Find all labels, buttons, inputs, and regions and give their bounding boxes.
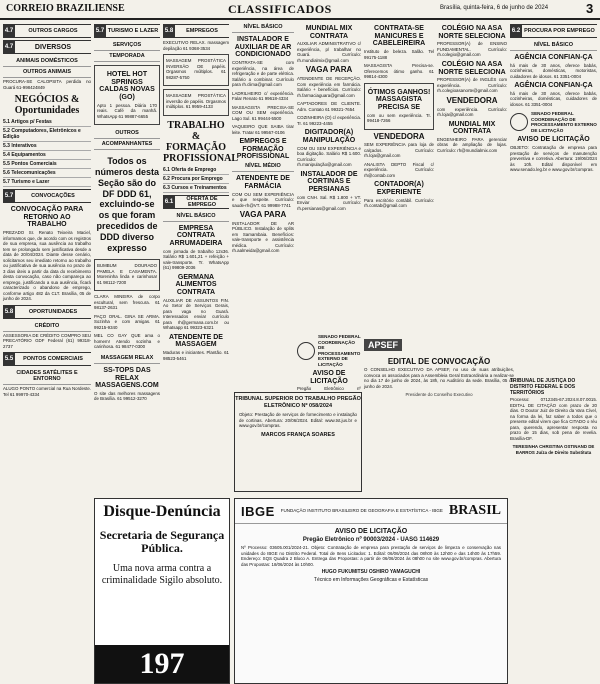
classified-ad: EXECUTIVO RELAX. massagem depilação 61 9368-3534 [163,40,229,51]
institution-name: FUNDAÇÃO INSTITUTO BRASILEIRO DE GEOGRAFIA E ESTATÍSTICA - IBGE [280,508,443,514]
index-item: 5.4 Equipamentos [3,151,91,160]
section-heading: TRABALHO & FORMAÇÃO PROFISSIONAL [163,119,239,164]
category-header: 4.7 OUTROS CARGOS [3,24,91,38]
ad-text: AUXILIAR ADMINISTRATIVO c/ experiência, p/ trabalhar no Guará. Currículo: rh.mundialmix@gmail.com [297,41,361,63]
ad-text: COM OU SEM EXPERIÊNCIA e que respeite. Currículo: saude-rh@VT. 61 99988-7741 [232,191,294,208]
column-5 [297,22,361,327]
index-list [163,166,229,193]
category-header: 6.1 OFERTA DE EMPREGO [163,195,229,209]
column-2 [94,22,160,422]
notice-text: O CONSELHO EXECUTIVO DA APSEF, no uso de suas atribuições, convoca os associados para a Assembleia Geral Extraordinária a realizar-se no dia 17 de junho de 2024, às 18h, no Auditório da sede. Brasília, 05 de junho de 2024. [364,367,514,389]
category-header: 5.8 EMPREGOS [163,24,229,38]
ad-title: HOTEL HOT SPRINGS CALDAS NOVAS (GO) [99,71,155,102]
ad-text: SEM EXPERIÊNCIA para loja de calçados. Currículo: rh.loja@gmail.com [364,142,434,159]
classified-ad: ALUGO PONTO comercial na Rua Nordeste. Tel 61 99970-4334 [3,386,91,397]
ad-text: Apto 1 pessoa. Diária 170 reais. Café da manhã. WhatsApp 61 99887-6655 [97,102,157,119]
classified-ad: ANALISTA DEPTO Fiscal c/ experiência. Currículo: rh@contab.com [364,161,434,178]
paper-name: CORREIO BRAZILIENSE [6,3,125,14]
ad-title: VAGA PARA [239,210,287,219]
ad-text: PROFESSOR(A) de ENSINO FUNDAMENTAL. Currículo: rh.colegio@gmail.com [437,41,507,58]
notice-signature: MARCOS FRANÇA SOARES [261,431,335,438]
ad-title: MUNDIAL MIX CONTRATA [305,25,353,40]
phone-number: 197 [95,645,229,683]
notice-signature: HUGO FUKUMITSU OSHIRO YAMAGUCHI [321,569,421,575]
notice-subtitle: Pregão Eletrônico nº [297,386,361,392]
ad-slogan: Uma nova arma contra a criminalidade Sigilo absoluto. [101,563,223,586]
ad-text: Instituto de beleza. Salão. Tel 99175-1188 [364,49,434,60]
ad-title: VAGA PARA [305,65,353,75]
notice-title: AVISO DE LICITAÇÃO [517,136,590,144]
column-4 [232,22,294,422]
ad-title: MUNDIAL MIX CONTRATA [448,120,496,136]
index-item: 5.3 Interativos [3,142,91,151]
subcategory: OUTROS ANIMAIS [3,67,91,78]
seal-icon [510,113,528,131]
classified-ad: CAPTADORES DE CLIENTE. Adm. Contato 61 99321-7654 [297,101,361,112]
subcategory: SERVIÇOS [94,40,160,51]
classified-ad: PROCURA-SE CALOPSITA perdida no Guará 61-998424849 [3,79,91,90]
ad-text: com experiência. Currículo: rh.loja@gmail.com [437,106,507,118]
classified-ad: BUMBUM DOURADO PAMELA E CASAMENTA. Moreninha linda e carinhosa! 61 98112-7200 [94,259,160,291]
notice-text: OBJETO: Contratação de empresa para prestação de serviços de manutenção preventiva e corretiva. Abertura: 19/06/2024 às 10h. Edital disponível em www.senado.leg.br e www.gov.br/compras. [510,145,597,173]
disque-denuncia-ad [94,498,230,684]
classified-ad: PAÇO ORAL. GINA SE ARMA. Sozinha e com amigas. 61 99215-9340 [94,313,160,330]
index-item: 5.1 Artigos p/ Festas [3,118,91,127]
classified-ad: ASSESSORIA DE CRÉDITO COMPRO SEU PRECATÓRIO GDF Federal (61) 99318-2737 [3,332,91,349]
classified-ad: COZINHEIRA (O) c/ experiência. Tr. 61 99223-4455 [297,115,361,126]
ibge-logo: IBGE [241,503,275,519]
notice-title: EDITAL DE CONVOCAÇÃO [387,357,491,366]
notice-signature: TERESINHA CHRISTINA OSTINAND DE BARROS Juíza de Direito Substituta [512,444,595,455]
section-heading: NEGÓCIOS & Oportunidades [14,94,80,116]
ad-text: com jornada de trabalho 12x36. Salário R$ 1.601,21 + refeição + vale-transporte. Tr. WhatsApp (61) 99809-2036 [163,248,229,271]
notice-text: Nº Processo: 03605.001/2024-21. Objeto: Contratação de empresa para prestação de serviços de limpeza e conservação nas unidades do IBGE no Distrito Federal. Total de Itens Licitados: 1. Edital: 06/06/2024 das 08h00 às 12h00 e das 14h00 às 17h59. Endereço: SQS Quadra 2 Bloco A. Entrega das Propostas: a partir de 06/06/2024 às 08h00 no site www.gov.br/compras. Abertura das Propostas: 18/06/2024 às 10h00. [241,545,501,567]
ad-text: há mais de 30 anos, oferece babás, cozinheiras, domésticas, motoristas, cuidadores de idosos. 61 3351-0004 [510,62,597,79]
ad-title: SS-TOPS DAS RELAX MASSAGENS.COM [95,366,159,390]
category-header: 6.2 PROCURA POR EMPREGO [510,24,597,38]
column-1 [3,22,91,582]
index-item: 6.1 Oferta de Emprego [163,166,229,175]
category-header: 4.7 DIVERSOS [3,40,91,54]
ad-text: PREZADO Sr. Renato Teixeira Maciel, informamos que, de acordo com os registros de sua empresa, sua ausência ao trabalho tem se prolongado sem justificativa desde a data de 20/04/2024. Diante desse cenário, solicitamos seu imediato retorno ao trabalho ou justificativa de sua ausência no prazo de 3 dias úteis a partir da data do recebimento desta convocação, caso não compareça ao emprego, justificando a sua ausência, ficará caracterizado o abandono de emprego, conforme artigo 482 da CLT. Brasília, 05 de junho de 2024. [3,230,91,302]
ad-title: COLÉGIO NA ASA NORTE SELECIONA [438,60,506,76]
column-3 [163,22,239,422]
classified-ad: VAQUEIRO QUE SAIBA tirar leite. Tratar 61 99567-0106 [232,124,294,135]
ad-title: ÓTIMOS GANHOS! MASSAGISTA PRECISA SE [367,88,431,111]
ad-text: CONTRATA-SE com experiência, na área de refrigeração e de parte elétrica. Salário a combinar. Currículo para rh.clima@gmail.com [232,60,294,88]
classified-ad: MASSAGEM PROSTÁTICA INVERSÃO DE papéis. Orgasmos múltiplos. 61 98287-5750 [163,54,229,86]
ad-title: COLÉGIO NA ASA NORTE SELECIONA [438,25,506,40]
ad-title: DIGITADOR(A) MANIPULAÇÃO [302,129,356,144]
ad-title: VENDEDORA [446,95,498,105]
page-number: 3 [586,1,594,16]
ad-title: GERMANA ALIMENTOS CONTRATA [175,273,217,296]
ad-text: Para escritório contábil. Currículo: rh.contab@gmail.com [364,197,434,209]
ad-title: INSTALADOR E AUXILIAR DE AR CONDICIONADO [234,36,292,59]
ad-title: INSTALADOR DE CORTINAS E PERSIANAS [300,170,358,193]
ad-title: ATENDENTE DE MASSAGEM [169,333,223,349]
category-header: 5.7 TURISMO E LAZER [94,24,160,38]
index-item: 6.3 Cursos e Treinamentos [163,184,229,193]
subcategory: MASSAGEM RELAX [94,353,160,364]
subcategory: NÍVEL BÁSICO [232,22,294,33]
ad-text: com CNH. Sal. R$ 1.800 + VT. Enviar currículo: rh.persianas@gmail.com [297,194,361,211]
notice-header: SENADO FEDERAL COORDENAÇÃO DE PROCESSAMENTO EXTERNO DE LICITAÇÃO [510,111,597,133]
ad-text: INSTALADOR DE AR PÚBLICO. Instalação de splits em Samambaia. Benefícios: vale-transporte e assistência médica. Currículo: rh.aalmeida@gmail.com [232,220,294,254]
classified-ad: MASSAGISTA PRECISA-SE COM OU SEM experiência. Lago Sul. 61 99444-5500 [232,104,294,121]
ad-text: ATENDENTE DE RECEPÇÃO. Com experiência em farmácia. Salário + benefícios. Currículo: rh.farmaciaguara@gmail.com [297,76,361,98]
apsef-notice [364,335,514,453]
notice-title: TRIBUNAL SUPERIOR DO TRABALHO PREGÃO ELETRÔNICO Nº 058/2024 [235,396,361,409]
ad-text: PROFESSOR(A) de INGLÊS com experiência. Currículo: rh.colegioasanorte@gmail.com [437,77,507,94]
ad-text: COM OU SEM EXPERIÊNCIA e boa digitação. Salário R$ 1.600. Currículo: rh.manipulação@gmail.com [297,145,361,168]
ad-text: ENGENHEIRO PARA gerenciar obras de ampliação de lojas. Currículo: rh@mundialmix.com [437,136,507,153]
tjdf-notice [510,378,597,678]
subcategory: CIDADES SATÉLITES E ENTORNO [3,368,91,385]
issue-date: Brasília, quinta-feira, 6 de junho de 2024 [440,5,549,11]
column-8 [510,22,597,327]
notice-signature-role: Técnico em Informações Geográficas e Estatísticas [313,577,429,583]
notice-text: Processo: 0712345-67.2024.8.07.0015. EDITAL DE CITAÇÃO com prazo de 20 dias. O Doutor Juiz de Direito da Vara Cível, na forma da lei, faz saber a todos que o presente edital virem que fica CITADO o réu para, querendo, apresentar resposta no prazo de 15 dias, sob pena de revelia. Brasília-DF. [510,397,597,441]
ad-title: EMPREGOS E FORMAÇÃO PROFISSIONAL [236,138,290,161]
notice-subtitle: Pregão Eletrônico nº 90003/2024 - UASG 114629 [302,537,440,543]
classified-ad [94,65,160,125]
brasil-logo: BRASIL [448,503,501,518]
ad-text: AUXILIAR DE ASSUNTOS FIN. Ao Setor de Serviços Gerais, para vaga no Guará. Interessados enviar currículo para rh@germana.com.br ou Whatsapp 61 99323-6321 [163,297,229,331]
section-title: CLASSIFICADOS [228,2,332,16]
subcategory: NÍVEL BÁSICO [510,40,597,51]
ad-title: CONVOCAÇÃO PARA RETORNO AO TRABALHO [10,206,84,229]
category-header: 5.7 CONVOCAÇÕES [3,189,91,203]
notice-title: AVISO DE LICITAÇÃO [334,528,408,535]
ad-text: O site das melhores massagens de Brasília. 61 99512-3270 [94,390,160,402]
index-item: 6.2 Procura por Emprego [163,175,229,184]
ad-title: ATENDENTE DE FARMÁCIA [236,175,290,190]
subcategory: TEMPORADA [94,51,160,62]
ad-text: há mais de 30 anos, oferece babás, cozinheiras, domésticas, cuidadores de idosos. 61 3351-0004 [510,90,597,107]
notice-title: TRIBUNAL DE JUSTIÇA DO DISTRITO FEDERAL E DOS TERRITÓRIOS [510,378,576,396]
classified-ad [364,83,434,130]
index-item: 5.2 Computadores, Eletrônicos e Edição [3,127,91,142]
category-header: 5.8 OPORTUNIDADES [3,305,91,319]
masthead [0,0,600,20]
classified-ad: LADRILHEIRO c/ experiência. Falar Renato 61 99618-4334 [232,90,294,102]
classified-ad: MASSAGEM PROSTÁTICA inversão de papéis. Orgasmos múltiplos. 61 9959-4133 [163,89,229,116]
subcategory: ANIMAIS DOMÉSTICOS [3,56,91,67]
classified-ad: MEL CO GAY QUE ama o homem! Atendo sozinha e carinhosa. 61 98477-0300 [94,333,160,350]
ad-title: CONTRATA-SE MANICURES E CABELEIREIRA [372,25,426,48]
ad-title: Disque-Denúncia [103,503,221,520]
ad-title: AGÊNCIA CONFIAN-ÇA [514,82,593,90]
ad-text: Maduras e iniciantes. Plantão. 61 98523-5461 [163,350,229,361]
seal-icon [297,342,315,360]
ad-text: com ou sem experiência. Tr. 99418-7266 [367,112,431,124]
section-notice: Todos os números desta Seção são do DF DDD 61, excluindo-se os que foram precedidos de DDD diverso expresso [94,156,160,253]
category-header: 5.5 PONTOS COMERCIAIS [3,352,91,366]
subcategory: NÍVEL BÁSICO [163,211,229,222]
column-6 [364,22,434,327]
ad-title: AGÊNCIA CONFIAN-ÇA [514,54,593,61]
ad-title: EMPRESA CONTRATA ARRUMADEIRA [169,224,223,247]
classified-ad: MASSAGISTA Precisa-se. Oferecemos ótimo ganho. 61 99814-4300 [364,63,434,80]
index-item: 5.6 Telecomunicações [3,169,91,178]
notice-text: Objeto: Prestação de serviços de fornecimento e instalação de cortinas. Abertura: 20/06/2024. Edital: www.tst.jus.br e www.gov.br/compras. [239,412,357,429]
index-list [3,118,91,187]
index-item: 5.5 Pontos Comerciais [3,160,91,169]
notice-title: AVISO DE LICITAÇÃO [310,370,348,385]
tst-notice [234,392,362,492]
apsef-logo: APSEF [364,339,402,351]
senado-notice: SENADO FEDERAL COORDENAÇÃO DE PROCESSAMENTO EXTERNO DE LICITAÇÃO AVISO DE LICITAÇÃO Pregão Eletrônico nº [297,330,361,390]
subcategory: CRÉDITO [3,321,91,332]
index-item: 5.7 Turismo e Lazer [3,178,91,187]
ibge-notice [234,498,508,684]
subcategory: NÍVEL MÉDIO [232,161,294,172]
ad-title: VENDEDORA [373,131,425,141]
subcategory: OUTROS [94,128,160,139]
classified-ad: CLARA MINEIRA de corpo escultural, sem frescura. 61 98137-2631 [94,294,160,311]
subcategory: ACOMPANHANTES [94,139,160,150]
column-7 [437,22,507,327]
ad-subtitle: Secretaria de Segurança Pública. [99,528,225,556]
notice-signature: Presidente do Conselho Executivo [405,392,473,397]
ad-title: CONTADOR(A) EXPERIENTE [374,181,424,197]
